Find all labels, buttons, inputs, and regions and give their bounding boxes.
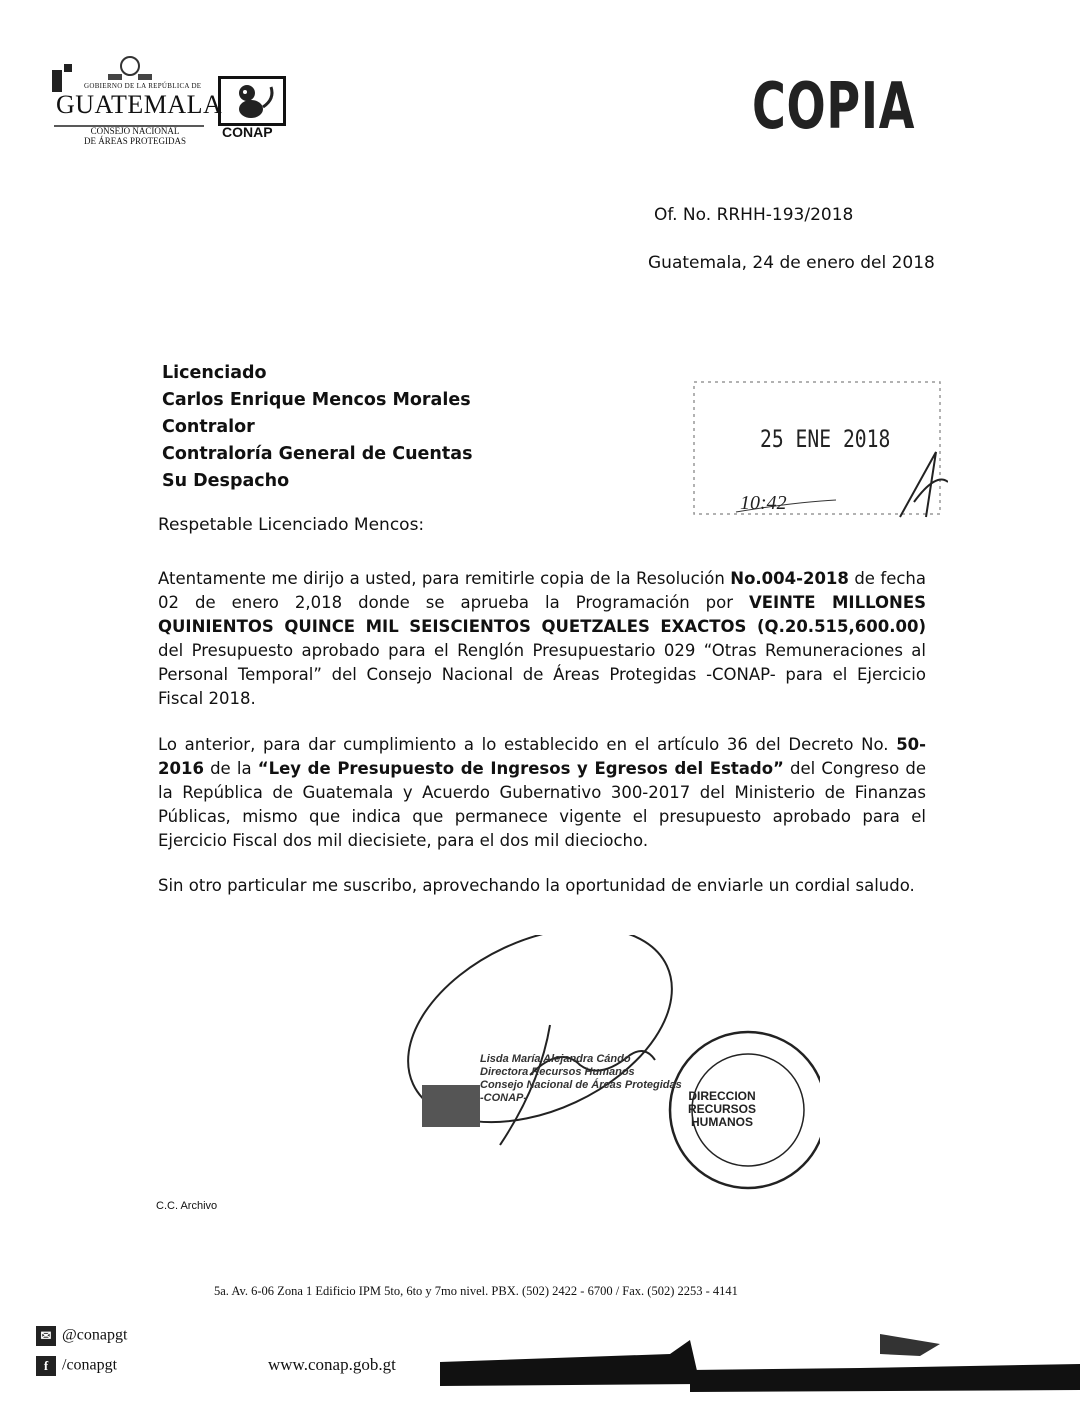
p1-amount: VEINTE MILLONES QUINIENTOS QUINCE MIL SEISCIENTOS QUETZALES EXACTOS (Q.20.515,600.00): [158, 593, 926, 636]
gov-subtitle: [84, 126, 186, 146]
p1-resolution: No.004-2018: [730, 569, 849, 588]
seal-line2: RECURSOS: [688, 1102, 757, 1116]
footer-decoration: [440, 1334, 1080, 1394]
guatemala-government-logo: [44, 40, 223, 170]
cc-line: C.C. Archivo: [156, 1200, 218, 1212]
recipient-name: Carlos Enrique Mencos Morales: [162, 390, 471, 410]
signatory-role: Directora Recursos Humanos: [480, 1066, 635, 1078]
p1-text-c: de fecha 02 de enero 2,018 donde se aprueba la Programación por: [158, 569, 926, 612]
recipient-title: Licenciado: [162, 363, 267, 383]
p2-decree: 50-2016: [158, 735, 926, 778]
copia-stamp: COPIA: [752, 70, 916, 144]
gov-sub-line1: CONSEJO NACIONAL: [90, 126, 180, 136]
p2-law-name: “Ley de Presupuesto de Ingresos y Egresos del Estado”: [257, 759, 784, 778]
seal-line1: DIRECCION: [688, 1089, 756, 1103]
signatory-name: Lisda María Alejandra Cándo: [480, 1053, 631, 1065]
gov-top-text: GOBIERNO DE LA REPÚBLICA DE: [84, 82, 202, 90]
signatory-org2: -CONAP-: [480, 1092, 528, 1104]
p2-text-c: de la: [203, 759, 258, 778]
signatory-block: [480, 1053, 682, 1105]
footer-address: 5a. Av. 6-06 Zona 1 Edificio IPM 5to, 6to y 7mo nivel. PBX. (502) 2422 - 6700 / Fax. (502) 2253 - 4141: [214, 1284, 738, 1298]
letter-date: Guatemala, 24 de enero del 2018: [648, 253, 935, 273]
stamp-date: 25 ENE 2018: [760, 425, 891, 453]
twitter-handle: [36, 1326, 127, 1346]
paragraph-2: [158, 733, 926, 853]
recipient-institution: Contraloría General de Cuentas: [162, 444, 473, 464]
facebook-text: /conapgt: [62, 1356, 118, 1374]
reference-number: Of. No. RRHH-193/2018: [654, 205, 854, 225]
monkey-icon: [221, 79, 283, 123]
greeting: Respetable Licenciado Mencos:: [158, 515, 425, 535]
p2-text-e: del Congreso de la República de Guatemala y Acuerdo Gubernativo 300-2017 del Ministerio de Finanzas Públicas, mismo que indica que permanece vigente el presupuesto aprobado para el Ejercicio Fiscal dos mil diecisiete, para el dos mil dieciocho.: [158, 759, 926, 850]
signatory-org: Consejo Nacional de Áreas Protegidas: [480, 1079, 682, 1091]
website: www.conap.gob.gt: [268, 1355, 396, 1374]
official-seal: [688, 1090, 756, 1129]
facebook-handle: [36, 1356, 117, 1376]
twitter-icon: ✉: [36, 1326, 56, 1346]
seal-line3: HUMANOS: [691, 1115, 753, 1129]
facebook-icon: f: [36, 1356, 56, 1376]
p2-text-a: Lo anterior, para dar cumplimiento a lo establecido en el artículo 36 del Decreto No.: [158, 735, 897, 754]
recipient-position: Contralor: [162, 417, 255, 437]
conap-label: CONAP: [222, 124, 273, 140]
paragraph-3: Sin otro particular me suscribo, aprovechando la oportunidad de enviarle un cordial saludo.: [158, 876, 915, 895]
p1-text-a: Atentamente me dirijo a usted, para remitirle copia de la Resolución: [158, 569, 731, 588]
gov-name: GUATEMALA: [56, 90, 223, 119]
recipient-block: [162, 360, 472, 495]
paragraph-1: [158, 567, 926, 711]
gov-sub-line2: DE ÁREAS PROTEGIDAS: [84, 136, 187, 146]
recipient-closing: Su Despacho: [162, 471, 290, 491]
conap-logo: [218, 76, 286, 126]
stamp-time: 10:42: [740, 492, 787, 514]
twitter-text: @conapgt: [62, 1326, 128, 1344]
p1-text-e: del Presupuesto aprobado para el Renglón Presupuestario 029 “Otras Remuneraciones al Personal Temporal” del Consejo Nacional de Áreas Protegidas -CONAP- para el Ejercicio Fiscal 2018.: [158, 641, 926, 708]
